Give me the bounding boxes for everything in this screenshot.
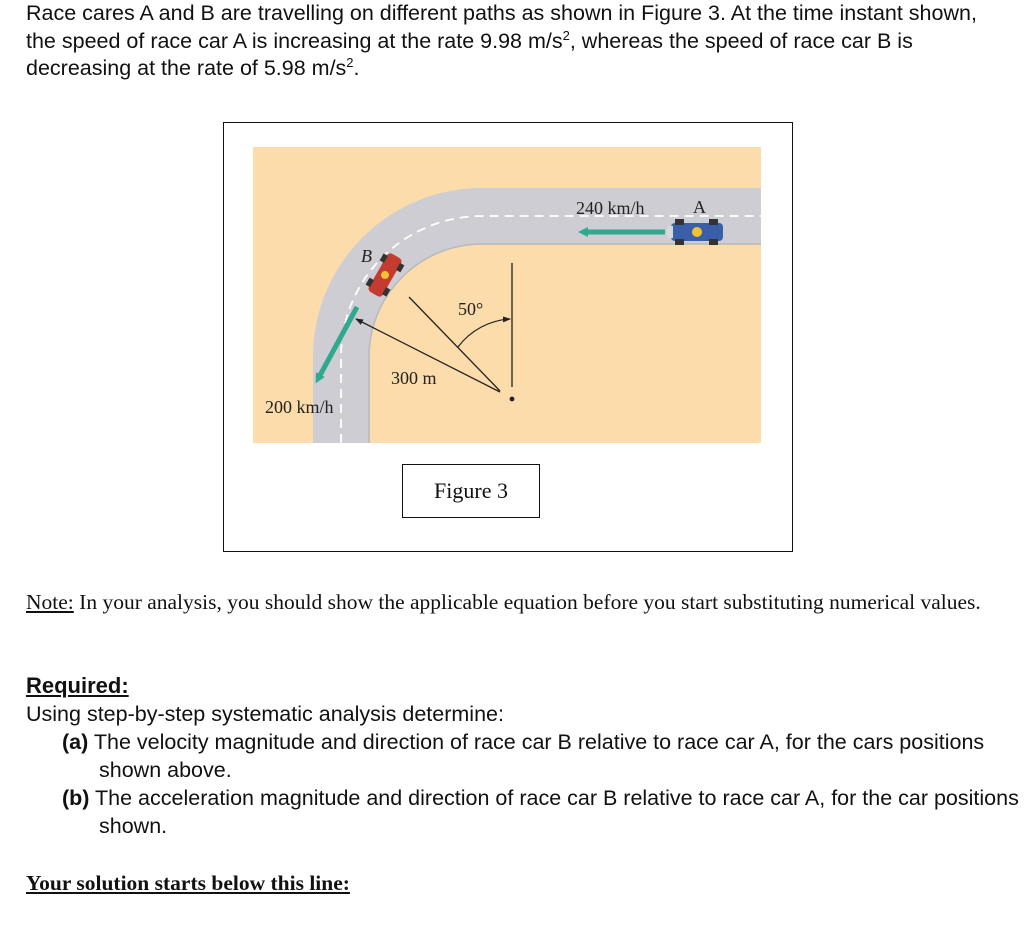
- figure-caption: Figure 3: [402, 464, 540, 518]
- note-label: Note:: [26, 590, 74, 614]
- radius-label: 300 m: [391, 368, 437, 388]
- item-text: The acceleration magnitude and direction of race car B relative to race car A, for the car positions shown.: [89, 786, 1019, 838]
- car-b-label: B: [361, 246, 372, 266]
- angle-label: 50°: [458, 299, 484, 319]
- center-point: [510, 397, 515, 402]
- problem-text-1: Race cares A and B are travelling on different paths as shown in Figure 3. At the time instant shown, the speed of race car A is increasing at the rate 9.98 m/s: [26, 1, 977, 53]
- superscript-2: 2: [346, 55, 354, 70]
- note-text: In your analysis, you should show the applicable equation before you start substituting numerical values.: [73, 590, 981, 614]
- required-heading: Required:: [26, 673, 129, 698]
- speed-a-label: 240 km/h: [576, 198, 645, 218]
- problem-text-2: , whereas the speed of race car B is decreasing at the rate of 5.98 m/s: [26, 28, 913, 80]
- solution-start-line: Your solution starts below this line:: [26, 871, 350, 895]
- race-track-figure: [253, 147, 761, 443]
- required-item-b: [62, 784, 1019, 840]
- speed-b-label: 200 km/h: [265, 397, 334, 417]
- superscript-2: 2: [562, 27, 570, 43]
- item-marker: (b): [62, 786, 90, 810]
- required-item-a: [62, 728, 1019, 784]
- car-a-label: A: [693, 197, 706, 217]
- problem-text-3: .: [353, 56, 360, 80]
- item-text: The velocity magnitude and direction of race car B relative to race car A, for the cars positions shown above.: [88, 730, 985, 782]
- problem-statement: [26, 0, 986, 83]
- item-marker: (a): [62, 730, 89, 754]
- note-paragraph: [26, 588, 986, 616]
- required-intro: Using step-by-step systematic analysis determine:: [26, 702, 504, 726]
